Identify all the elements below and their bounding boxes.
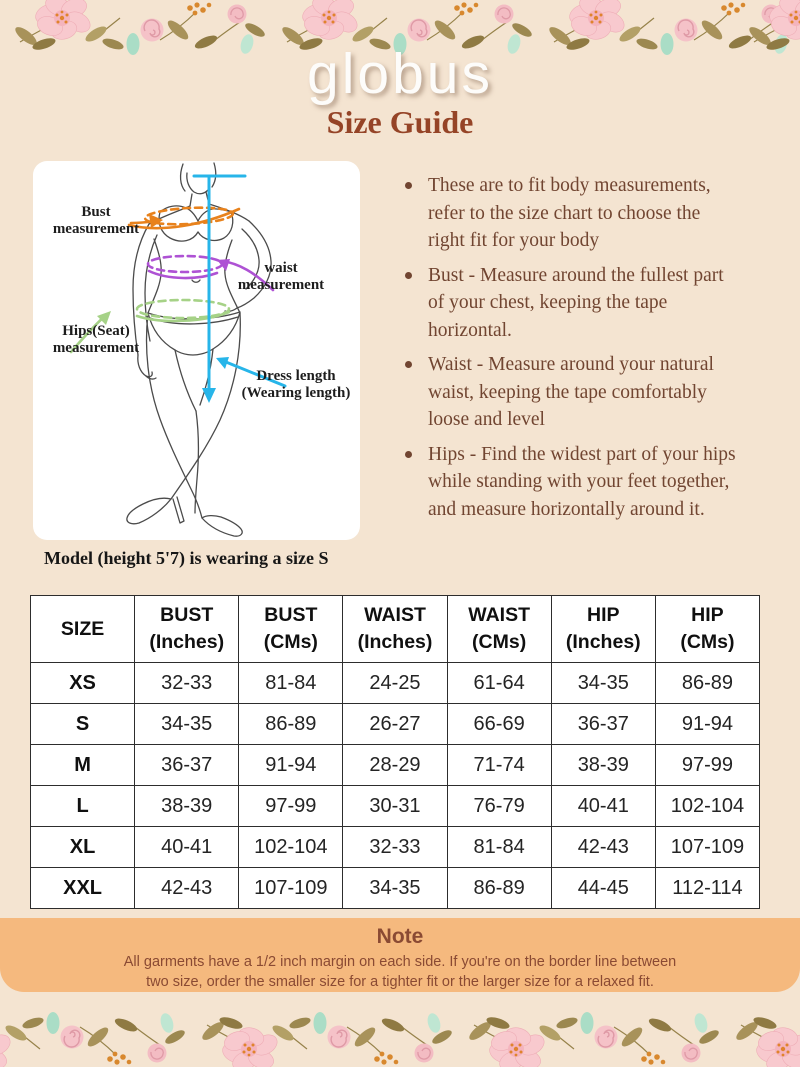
col-header-waist-cms: WAIST (CMs) <box>447 596 551 663</box>
note-text: All garments have a 1/2 inch margin on each side. If you're on the border line between two size, order the smaller size for a tighter fit or the larger size for a relaxed fit. <box>123 954 677 990</box>
size-cell: 86-89 <box>447 868 551 909</box>
list-item: Hips - Find the widest part of your hips while standing with your feet together, and measure horizontally around it. <box>400 441 795 524</box>
brand-logo: globus <box>307 42 493 106</box>
size-cell: 61-64 <box>447 663 551 704</box>
size-cell: 34-35 <box>343 868 447 909</box>
floral-border-bottom <box>0 1001 800 1067</box>
size-cell: 86-89 <box>239 704 343 745</box>
size-cell: 97-99 <box>239 786 343 827</box>
size-cell: XS <box>31 663 135 704</box>
size-cell: 28-29 <box>343 745 447 786</box>
size-cell: 42-43 <box>551 827 655 868</box>
model-size-caption: Model (height 5'7) is wearing a size S <box>44 548 329 568</box>
size-cell: XXL <box>31 868 135 909</box>
measurement-diagram-card <box>33 161 360 540</box>
size-row-l <box>31 786 760 827</box>
size-cell: 86-89 <box>655 663 759 704</box>
size-cell: XL <box>31 827 135 868</box>
page-title: Size Guide <box>326 104 474 140</box>
list-item: These are to fit body measurements, refer to the size chart to choose the right fit for your body <box>400 172 795 255</box>
size-cell: 102-104 <box>655 786 759 827</box>
size-row-xl <box>31 827 760 868</box>
size-cell: 26-27 <box>343 704 447 745</box>
size-cell: 91-94 <box>239 745 343 786</box>
dress-length-label: Dress length (Wearing length) <box>241 368 351 401</box>
size-cell: 38-39 <box>135 786 239 827</box>
size-cell: 40-41 <box>551 786 655 827</box>
size-cell: 107-109 <box>239 868 343 909</box>
col-header-bust-cms: BUST (CMs) <box>239 596 343 663</box>
list-item: Bust - Measure around the fullest part of your chest, keeping the tape horizontal. <box>400 262 795 345</box>
col-header-bust-inches: BUST (Inches) <box>135 596 239 663</box>
col-header-waist-inches: WAIST (Inches) <box>343 596 447 663</box>
note-title: Note <box>376 925 424 948</box>
size-cell: 34-35 <box>135 704 239 745</box>
size-cell: 32-33 <box>135 663 239 704</box>
size-cell: M <box>31 745 135 786</box>
header-row <box>31 596 760 663</box>
size-row-xs <box>31 663 760 704</box>
size-cell: 32-33 <box>343 827 447 868</box>
size-row-s <box>31 704 760 745</box>
size-cell: 36-37 <box>551 704 655 745</box>
size-row-m <box>31 745 760 786</box>
size-chart-header <box>31 596 760 663</box>
size-chart-table <box>30 595 760 909</box>
size-cell: S <box>31 704 135 745</box>
bust-measurement-label: Bust measurement <box>52 204 140 237</box>
hips-measurement-label: Hips(Seat) measurement <box>52 323 140 356</box>
waist-measurement-label: waist measurement <box>237 260 325 293</box>
size-cell: 34-35 <box>551 663 655 704</box>
size-cell: 66-69 <box>447 704 551 745</box>
size-cell: 36-37 <box>135 745 239 786</box>
size-cell: 81-84 <box>239 663 343 704</box>
size-cell: 38-39 <box>551 745 655 786</box>
size-cell: L <box>31 786 135 827</box>
size-cell: 30-31 <box>343 786 447 827</box>
size-cell: 42-43 <box>135 868 239 909</box>
col-header-size: SIZE <box>31 596 135 663</box>
size-cell: 76-79 <box>447 786 551 827</box>
note-banner <box>0 918 800 992</box>
size-chart-body <box>31 663 760 909</box>
size-cell: 107-109 <box>655 827 759 868</box>
size-row-xxl <box>31 868 760 909</box>
col-header-hip-inches: HIP (Inches) <box>551 596 655 663</box>
measuring-instructions <box>400 172 795 530</box>
size-cell: 40-41 <box>135 827 239 868</box>
size-cell: 112-114 <box>655 868 759 909</box>
size-cell: 24-25 <box>343 663 447 704</box>
col-header-hip-cms: HIP (CMs) <box>655 596 759 663</box>
size-cell: 81-84 <box>447 827 551 868</box>
size-cell: 44-45 <box>551 868 655 909</box>
size-cell: 102-104 <box>239 827 343 868</box>
size-cell: 97-99 <box>655 745 759 786</box>
list-item: Waist - Measure around your natural waist, keeping the tape comfortably loose and level <box>400 351 795 434</box>
size-cell: 71-74 <box>447 745 551 786</box>
size-cell: 91-94 <box>655 704 759 745</box>
